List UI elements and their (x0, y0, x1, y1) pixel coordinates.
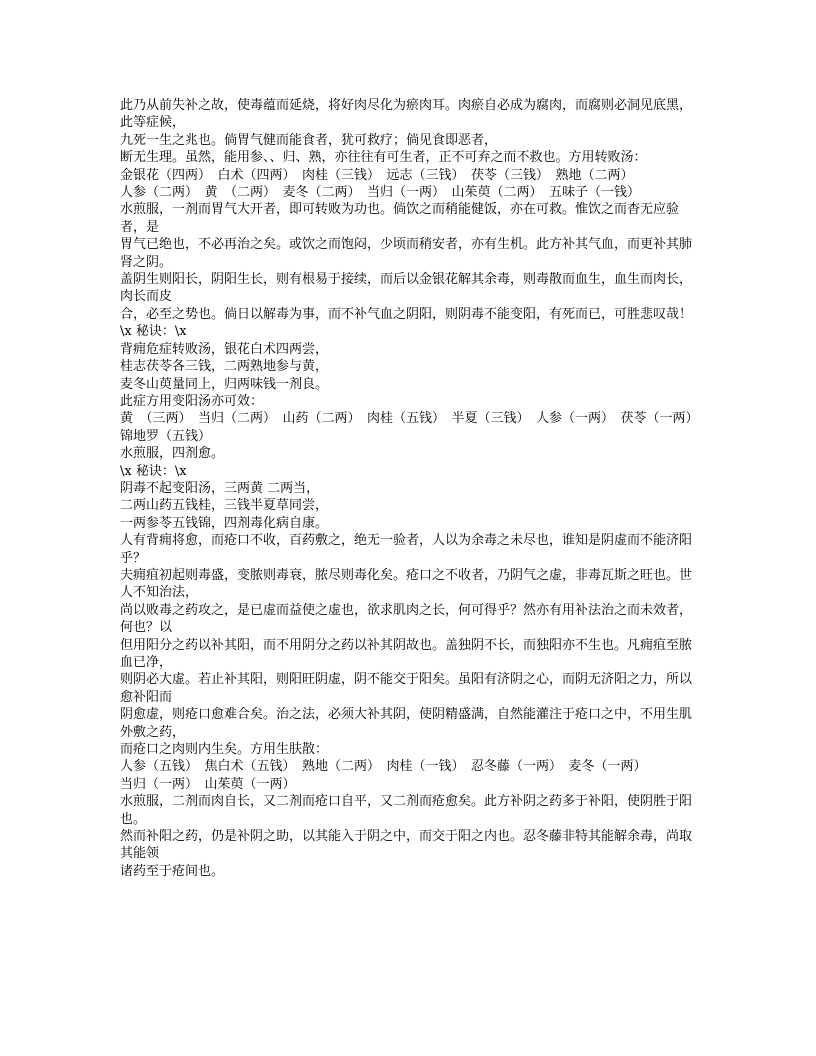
text-line: 水煎服，一剂而胃气大开者，即可转败为功也。倘饮之而稍能健饭，亦在可救。惟饮之而杳无应验者，是 (120, 202, 680, 235)
text-line: 人有背痈将愈，而疮口不收，百药敷之，绝无一验者，人以为余毒之未尽也，谁知是阴虚而不能济阳乎？ (120, 533, 693, 566)
prescription-line: 当归（一两） 山茱萸（一两） (120, 776, 296, 792)
prescription-line: 人参（五钱） 焦白术（五钱） 熟地（二两） 肉桂（一钱） 忍冬藤（一两） 麦冬（一两） (120, 759, 647, 775)
text-line: 然而补阳之药，仍是补阴之助，以其能入于阴之中，而交于阳之内也。忍冬藤非特其能解余毒，尚取其能领 (120, 829, 693, 862)
prescription-line: 黄 （三两） 当归（二两） 山药（二两） 肉桂（五钱） 半夏（三钱） 人参（一两） 茯苓（一两） (120, 411, 699, 427)
mnemonic-heading: \x 秘诀：\x (120, 324, 187, 340)
text-line: 阴愈虚，则疮口愈难合矣。治之法，必须大补其阴，使阴精盛满，自然能灌注于疮口之中，不用生肌外敷之药， (120, 707, 693, 740)
text-line: 水煎服，二剂而肉自长，又二剂而疮口自平，又二剂而疮愈矣。此方补阴之药多于补阳，使阴胜于阳也。 (120, 794, 693, 827)
text-line: 诸药至于疮间也。 (120, 863, 225, 879)
prescription-line: 人参（二两） 黄 （二两） 麦冬（二两） 当归（一两） 山茱萸（二两） 五味子（一钱） (120, 185, 641, 201)
text-line: 夫痈疽初起则毒盛，变脓则毒衰，脓尽则毒化矣。疮口之不收者，乃阴气之虚，非毒瓦斯之旺也。世人不知治法， (120, 567, 693, 601)
text-line: 但用阳分之药以补其阳，而不用阴分之药以补其阴故也。盖独阴不长，而独阳亦不生也。凡痈疽至脓血已净， (120, 637, 693, 670)
mnemonic-line: 麦冬山萸量同上，归两味钱一剂良。 (120, 376, 329, 392)
mnemonic-line: 阴毒不起变阳汤，三两黄 二两当， (120, 480, 320, 496)
mnemonic-line: 一两参苓五钱锦，四剂毒化病自康。 (120, 515, 329, 531)
text-line: 此症方用变阳汤亦可效： (120, 393, 264, 409)
mnemonic-line: 二两山药五钱桂，三钱半夏草同尝， (120, 498, 329, 514)
text-line: 水煎服，四剂愈。 (120, 446, 225, 462)
text-line: 九死一生之兆也。倘胃气健而能食者，犹可救疗；倘见食即恶者， (120, 132, 498, 148)
text-line: 断无生理。虽然，能用参、、归、熟，亦往往有可生者，正不可弃之而不救也。方用转败汤： (120, 150, 647, 166)
text-line: 则阴必大虚。若止补其阳，则阳旺阴虚，阴不能交于阳矣。虽阳有济阴之心，而阴无济阳之力，所以愈补阳而 (120, 672, 693, 705)
text-line: 胃气已绝也，不必再治之矣。或饮之而饱闷，少顷而稍安者，亦有生机。此方补其气血，而更补其肺肾之阴。 (120, 237, 693, 270)
text-line: 此乃从前失补之故，使毒蕴而延烧，将好肉尽化为瘀肉耳。肉瘀自必成为腐肉，而腐则必洞见底黑，此等症候， (120, 98, 693, 131)
mnemonic-line: 背痈危症转败汤，银花白术四两尝， (120, 341, 329, 357)
prescription-line: 金银花（四两） 白术（四两） 肉桂（三钱） 远志（三钱） 茯苓（三钱） 熟地（二两） (120, 167, 634, 183)
document-body (120, 97, 698, 880)
text-line: 尚以败毒之药攻之，是已虚而益使之虚也，欲求肌肉之长，何可得乎？然亦有用补法治之而未效者，何也？以 (120, 602, 693, 636)
mnemonic-heading: \x 秘诀：\x (120, 463, 187, 479)
text-line: 而疮口之肉则内生矣。方用生肤散： (120, 742, 329, 758)
text-line: 盖阴生则阳长，阴阳生长，则有根易于接续，而后以金银花解其余毒，则毒散而血生，血生而肉长，肉长而皮 (120, 272, 693, 305)
mnemonic-line: 桂志茯苓各三钱，二两熟地参与黄， (120, 359, 329, 375)
text-line: 合，必至之势也。倘日以解毒为事，而不补气血之阴阳，则阴毒不能变阳，有死而已，可胜悲叹哉！ (120, 306, 693, 322)
prescription-line: 锦地罗（五钱） (120, 428, 212, 444)
